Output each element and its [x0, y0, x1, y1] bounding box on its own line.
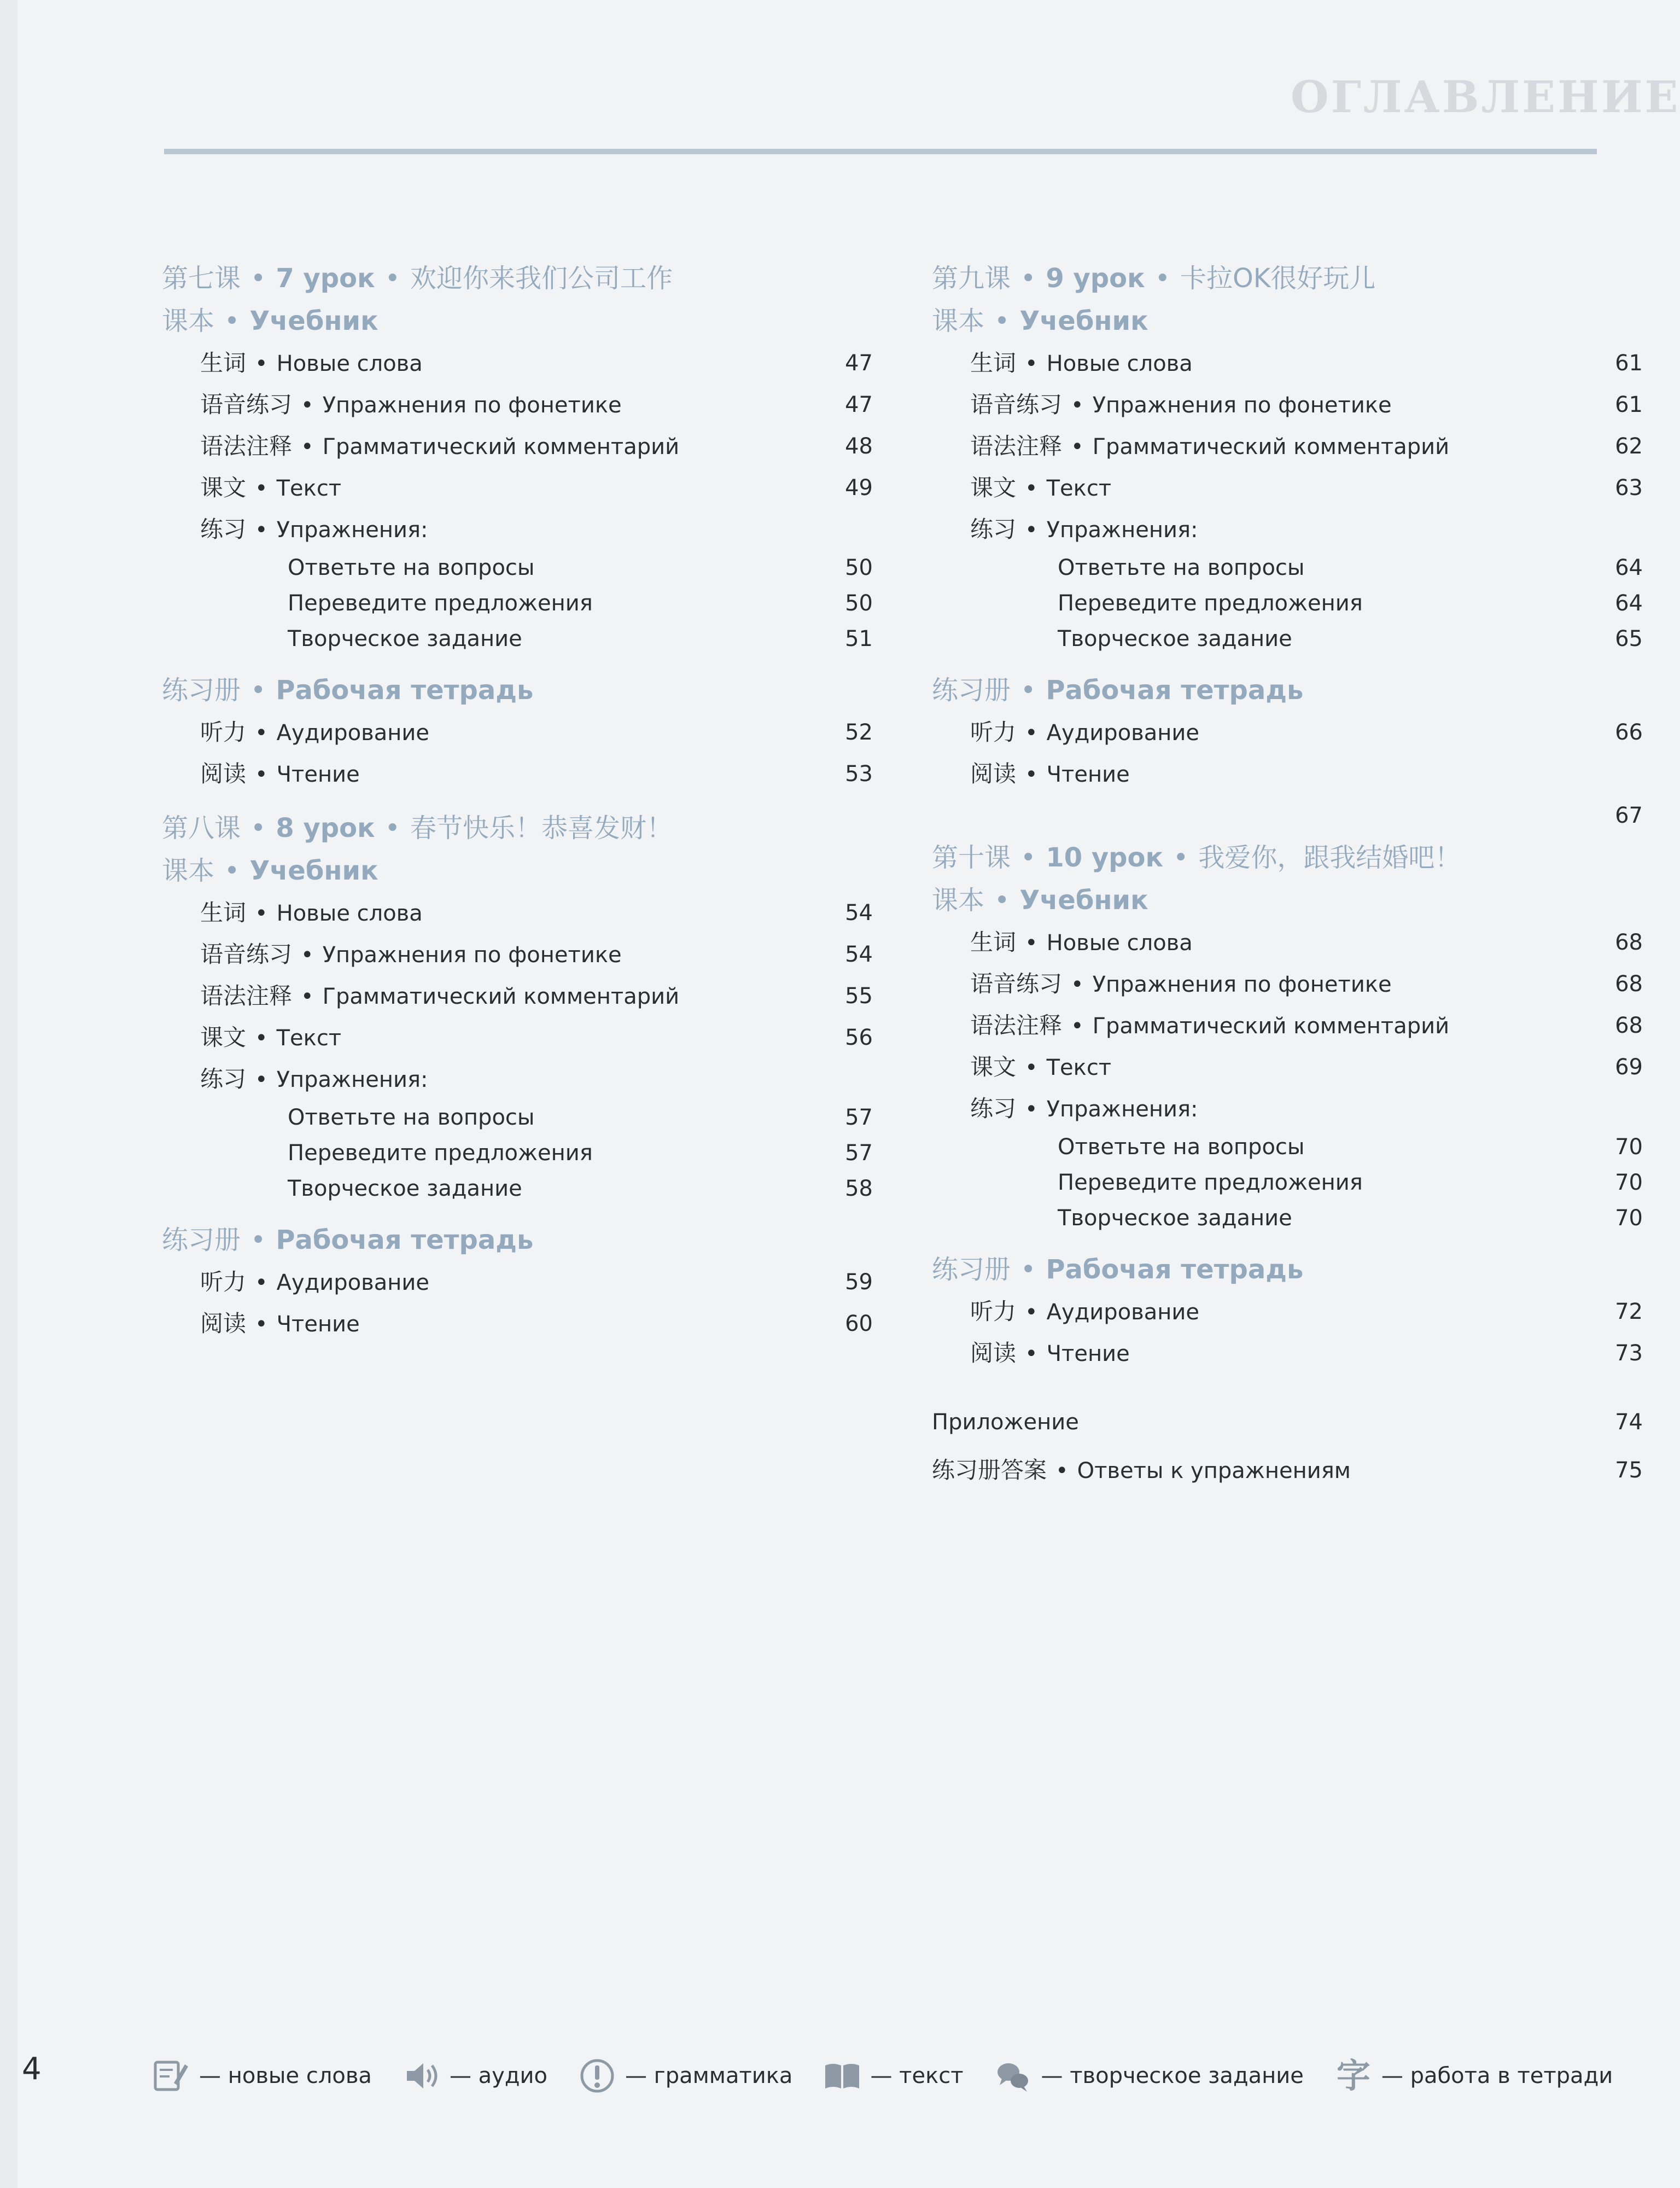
entry-page: 47: [845, 392, 873, 417]
entry-ru: Упражнения:: [276, 517, 428, 543]
entry-zh: 课文: [970, 1054, 1017, 1080]
toc-entry[interactable]: 生词 • Новые слова 68: [932, 922, 1643, 963]
legend-item: [152, 2057, 372, 2095]
lesson-header[interactable]: 第九课 • 9 урок • 卡拉OK很好玩儿: [932, 263, 1376, 294]
entry-page: 68: [1615, 1013, 1643, 1038]
entry-page: 48: [845, 434, 873, 459]
entry-ru: Грамматический комментарий: [322, 984, 680, 1009]
lesson-header[interactable]: 第十课 • 10 урок • 我爱你，跟我结婚吧！: [932, 842, 1461, 873]
entry-ru: Упражнения по фонетике: [322, 942, 622, 968]
entry-page: 51: [845, 626, 873, 651]
workbook-ru: Рабочая тетрадь: [276, 675, 534, 706]
answers-entry[interactable]: 练习册答案 • Ответы к упражнениям 75: [932, 1450, 1643, 1491]
entry-ru: Аудирование: [1046, 720, 1200, 746]
legend-label: — аудио: [449, 2063, 547, 2088]
entry-page: 55: [845, 984, 873, 1009]
entry-zh: 练习: [970, 1095, 1017, 1122]
toc-entry[interactable]: 语音练习 • Упражнения по фонетике 54: [162, 934, 873, 975]
lesson-title: 欢迎你来我们公司工作: [410, 263, 673, 294]
lesson-number: 10 урок: [1046, 842, 1164, 873]
textbook-ru: Учебник: [1019, 306, 1148, 336]
textbook-heading[interactable]: 课本 • Учебник: [162, 306, 378, 336]
entry-zh: 语法注释: [970, 1012, 1063, 1039]
entry-ru: Новые слова: [276, 901, 423, 926]
entry-page: 67: [1615, 803, 1643, 828]
entry-ru: Аудирование: [1046, 1300, 1200, 1325]
lesson-9: [932, 257, 1643, 836]
entry-zh: 语音练习: [200, 941, 293, 968]
entry-ru: Новые слова: [1046, 930, 1193, 956]
workbook-zh: 练习册: [932, 675, 1011, 706]
lesson-10: [932, 836, 1643, 1374]
entry-ru: Переведите предложения: [1058, 1170, 1363, 1195]
workbook-heading[interactable]: 练习册 • Рабочая тетрадь: [162, 675, 534, 706]
textbook-zh: 课本: [162, 856, 215, 886]
entry-ru: Чтение: [1046, 1341, 1130, 1366]
entry-zh: 听力: [200, 719, 247, 746]
entry-zh: 生词: [970, 929, 1017, 956]
entry-zh: 听力: [200, 1268, 247, 1295]
entry-zh: 课文: [200, 474, 247, 501]
entry-page: 58: [845, 1176, 873, 1201]
legend-item: [994, 2057, 1304, 2095]
exercise-entry[interactable]: [932, 1130, 1643, 1165]
toc-right-column: [932, 257, 1643, 1491]
exercise-entry[interactable]: [932, 1201, 1643, 1236]
workbook-ru: Рабочая тетрадь: [276, 1225, 534, 1255]
lesson-number: 7 урок: [276, 263, 375, 294]
entry-page: 66: [1615, 720, 1643, 745]
entry-ru: Чтение: [1046, 762, 1130, 787]
legend-label: — новые слова: [199, 2063, 372, 2088]
entry-page: 65: [1615, 626, 1643, 651]
entry-page: 73: [1615, 1341, 1643, 1366]
entry-page: 57: [845, 1140, 873, 1166]
entry-page: 72: [1615, 1299, 1643, 1324]
toc-entry[interactable]: 语法注释 • Грамматический комментарий 68: [932, 1005, 1643, 1046]
toc-entry[interactable]: 语音练习 • Упражнения по фонетике 61: [932, 384, 1643, 426]
toc-entry[interactable]: 阅读 • Чтение 60: [162, 1303, 873, 1345]
entry-ru: Упражнения:: [276, 1067, 428, 1092]
entry-ru: Творческое задание: [1058, 1206, 1292, 1231]
entry-zh: 练习: [970, 516, 1017, 543]
entry-ru: Ответьте на вопросы: [1058, 1134, 1305, 1160]
entry-ru: Текст: [276, 1026, 342, 1051]
zi-character-icon: 字: [1336, 2056, 1370, 2096]
legend-item: [1334, 2057, 1613, 2095]
entry-ru: Упражнения по фонетике: [322, 393, 622, 418]
entry-ru: Грамматический комментарий: [1092, 434, 1450, 459]
entry-zh: 课文: [970, 474, 1017, 501]
open-book-icon: [823, 2057, 861, 2095]
entry-page: 50: [845, 555, 873, 580]
exercise-entry[interactable]: [162, 621, 873, 657]
entry-page: 56: [845, 1025, 873, 1050]
toc-entry[interactable]: 生词 • Новые слова 61: [932, 342, 1643, 384]
entry-ru: Ответьте на вопросы: [1058, 555, 1305, 580]
lesson-8: [162, 807, 873, 1345]
entry-ru: Упражнения по фонетике: [1092, 393, 1392, 418]
toc-entry[interactable]: 听力 • Аудирование 59: [162, 1261, 873, 1303]
appendix-label: Приложение: [932, 1410, 1079, 1435]
toc-entry[interactable]: 听力 • Аудирование 52: [162, 712, 873, 753]
textbook-heading[interactable]: 课本 • Учебник: [162, 856, 378, 886]
entry-ru: Упражнения:: [1046, 517, 1198, 543]
toc-entry[interactable]: 阅读 • Чтение 73: [932, 1332, 1643, 1374]
lesson-header[interactable]: 第八课 • 8 урок • 春节快乐！恭喜发财！: [162, 813, 673, 843]
legend-label: — работа в тетради: [1381, 2063, 1613, 2088]
exclamation-icon: [578, 2057, 616, 2095]
entry-zh: 课文: [200, 1024, 247, 1051]
toc-entry[interactable]: 练习 • Упражнения:: [200, 516, 428, 543]
toc-entry[interactable]: 听力 • Аудирование 72: [932, 1291, 1643, 1332]
toc-entry[interactable]: 语音练习 • Упражнения по фонетике 68: [932, 963, 1643, 1005]
legend-item: [402, 2057, 547, 2095]
toc-entry[interactable]: 语法注释 • Грамматический комментарий 62: [932, 426, 1643, 467]
entry-zh: 语法注释: [970, 433, 1063, 459]
entry-zh: 阅读: [200, 1310, 247, 1337]
entry-page: 64: [1615, 591, 1643, 616]
entry-page: 54: [845, 900, 873, 926]
entry-zh: 阅读: [970, 1340, 1017, 1366]
workbook-ru: Рабочая тетрадь: [1046, 675, 1304, 706]
textbook-ru: Учебник: [1019, 885, 1148, 916]
textbook-ru: Учебник: [249, 856, 378, 886]
entry-page: 68: [1615, 971, 1643, 997]
workbook-ru: Рабочая тетрадь: [1046, 1254, 1304, 1285]
entry-page: 61: [1615, 351, 1643, 376]
entry-ru: Переведите предложения: [1058, 591, 1363, 616]
workbook-zh: 练习册: [162, 1225, 241, 1255]
header-rule: [164, 149, 1597, 154]
appendix-entry[interactable]: [932, 1401, 1643, 1443]
speech-bubbles-icon: [994, 2057, 1032, 2095]
exercise-entry[interactable]: [932, 550, 1643, 586]
toc-entry[interactable]: 语法注释 • Грамматический комментарий 55: [162, 975, 873, 1017]
entry-page: 70: [1615, 1170, 1643, 1195]
toc-entry[interactable]: 语法注释 • Грамматический комментарий 48: [162, 426, 873, 467]
lesson-zh: 第十课: [932, 842, 1011, 873]
exercise-entry[interactable]: [162, 1100, 873, 1136]
lesson-zh: 第八课: [162, 813, 241, 843]
entry-ru: Ответьте на вопросы: [288, 555, 535, 580]
entry-page: 64: [1615, 555, 1643, 580]
page-edge: [0, 0, 18, 2188]
entry-page: 68: [1615, 930, 1643, 955]
entry-zh: 语音练习: [970, 970, 1063, 997]
entry-ru: Текст: [276, 476, 342, 501]
entry-zh: 语音练习: [200, 391, 293, 418]
entry-page: 54: [845, 942, 873, 967]
entry-zh: 语法注释: [200, 982, 293, 1009]
workbook-zh: 练习册: [162, 675, 241, 706]
entry-page: 63: [1615, 475, 1643, 501]
textbook-ru: Учебник: [249, 306, 378, 336]
entry-page: 75: [1615, 1458, 1643, 1483]
toc-entry[interactable]: 练习 • Упражнения:: [200, 1066, 428, 1092]
toc-entry-continuation[interactable]: [932, 795, 1643, 836]
entry-page: 57: [845, 1105, 873, 1130]
speaker-icon: [402, 2057, 441, 2095]
workbook-heading[interactable]: 练习册 • Рабочая тетрадь: [162, 1225, 534, 1255]
entry-page: 61: [1615, 392, 1643, 417]
entry-zh: 语法注释: [200, 433, 293, 459]
exercise-entry[interactable]: [162, 550, 873, 586]
toc-left-column: [162, 257, 873, 1345]
exercise-entry[interactable]: [932, 621, 1643, 657]
entry-zh: 语音练习: [970, 391, 1063, 418]
textbook-zh: 课本: [932, 306, 985, 336]
entry-page: 69: [1615, 1055, 1643, 1080]
entry-ru: Переведите предложения: [288, 1140, 593, 1166]
entry-ru: Грамматический комментарий: [1092, 1014, 1450, 1039]
entry-ru: Творческое задание: [288, 626, 522, 651]
entry-ru: Текст: [1046, 476, 1112, 501]
entry-ru: Творческое задание: [1058, 626, 1292, 651]
legend-item: [823, 2057, 963, 2095]
textbook-zh: 课本: [932, 885, 985, 916]
toc-entry[interactable]: 生词 • Новые слова 47: [162, 342, 873, 384]
entry-ru: Ответьте на вопросы: [288, 1105, 535, 1130]
lesson-7: [162, 257, 873, 795]
entry-ru: Упражнения по фонетике: [1092, 972, 1392, 997]
exercise-entry[interactable]: [162, 1171, 873, 1207]
lesson-header[interactable]: 第七课 • 7 урок • 欢迎你来我们公司工作: [162, 263, 673, 294]
lesson-title: 我爱你，跟我结婚吧！: [1198, 842, 1461, 873]
toc-entry[interactable]: 练习 • Упражнения:: [970, 516, 1198, 543]
entry-ru: Грамматический комментарий: [322, 434, 680, 459]
entry-page: 70: [1615, 1206, 1643, 1231]
entry-page: 47: [845, 351, 873, 376]
exercise-entry[interactable]: [162, 586, 873, 621]
lesson-number: 9 урок: [1046, 263, 1145, 294]
entry-ru: Аудирование: [276, 1270, 430, 1295]
textbook-heading[interactable]: 课本 • Учебник: [932, 885, 1148, 916]
entry-page: 59: [845, 1270, 873, 1295]
lesson-zh: 第九课: [932, 263, 1011, 294]
entry-page: 62: [1615, 434, 1643, 459]
entry-zh: 听力: [970, 719, 1017, 746]
entry-page: 53: [845, 761, 873, 787]
legend-label: — творческое задание: [1041, 2063, 1304, 2088]
exercise-entry[interactable]: [932, 1165, 1643, 1201]
toc-entry[interactable]: 课文 • Текст 63: [932, 467, 1643, 509]
lesson-title: 卡拉OK很好玩儿: [1180, 263, 1376, 294]
entry-zh: 生词: [970, 350, 1017, 376]
entry-zh: 练习: [200, 516, 247, 543]
entry-zh: 练习: [200, 1066, 247, 1092]
entry-zh: 阅读: [200, 760, 247, 787]
legend-label: — грамматика: [625, 2063, 793, 2088]
toc-entry[interactable]: 听力 • Аудирование 66: [932, 712, 1643, 753]
legend-item: [578, 2057, 792, 2095]
workbook-heading[interactable]: 练习册 • Рабочая тетрадь: [932, 1254, 1304, 1285]
entry-ru: Ответы к упражнениям: [1077, 1458, 1351, 1483]
show-through-text: ОГЛАВЛЕНИЕ: [1291, 71, 1680, 123]
entry-page: 74: [1615, 1410, 1643, 1435]
lesson-zh: 第七课: [162, 263, 241, 294]
entry-zh: 练习册答案: [932, 1457, 1047, 1483]
toc-entry[interactable]: 语音练习 • Упражнения по фонетике 47: [162, 384, 873, 426]
entry-ru: Чтение: [276, 1312, 360, 1337]
icon-legend: [152, 2046, 1643, 2106]
textbook-heading[interactable]: 课本 • Учебник: [932, 306, 1148, 336]
entry-zh: 阅读: [970, 760, 1017, 787]
toc-entry[interactable]: 练习 • Упражнения:: [970, 1095, 1198, 1122]
entry-page: 60: [845, 1311, 873, 1336]
entry-zh: 生词: [200, 899, 247, 926]
toc-entry[interactable]: 阅读 • Чтение: [970, 760, 1130, 787]
toc-entry[interactable]: 课文 • Текст 69: [932, 1046, 1643, 1088]
entry-ru: Упражнения:: [1046, 1097, 1198, 1122]
entry-ru: Творческое задание: [288, 1176, 522, 1201]
entry-zh: 听力: [970, 1298, 1017, 1325]
toc-entry[interactable]: 生词 • Новые слова 54: [162, 892, 873, 934]
entry-page: 52: [845, 720, 873, 745]
exercise-entry[interactable]: [932, 586, 1643, 621]
entry-ru: Новые слова: [276, 351, 423, 376]
workbook-zh: 练习册: [932, 1254, 1011, 1285]
toc-entry[interactable]: 阅读 • Чтение 53: [162, 753, 873, 795]
lesson-number: 8 урок: [276, 813, 375, 843]
entry-zh: 生词: [200, 350, 247, 376]
toc-entry[interactable]: 课文 • Текст 56: [162, 1017, 873, 1058]
entry-ru: Аудирование: [276, 720, 430, 746]
page-number: 4: [22, 2051, 42, 2087]
entry-ru: Текст: [1046, 1055, 1112, 1080]
legend-label: — текст: [870, 2063, 964, 2088]
workbook-heading[interactable]: 练习册 • Рабочая тетрадь: [932, 675, 1304, 706]
entry-ru: Новые слова: [1046, 351, 1193, 376]
exercise-entry[interactable]: [162, 1136, 873, 1171]
pencil-note-icon: [152, 2057, 190, 2095]
entry-ru: Чтение: [276, 762, 360, 787]
entry-page: 70: [1615, 1134, 1643, 1160]
textbook-zh: 课本: [162, 306, 215, 336]
toc-entry[interactable]: 课文 • Текст 49: [162, 467, 873, 509]
entry-ru: Переведите предложения: [288, 591, 593, 616]
lesson-title: 春节快乐！恭喜发财！: [410, 813, 673, 843]
entry-page: 50: [845, 591, 873, 616]
entry-page: 49: [845, 475, 873, 501]
